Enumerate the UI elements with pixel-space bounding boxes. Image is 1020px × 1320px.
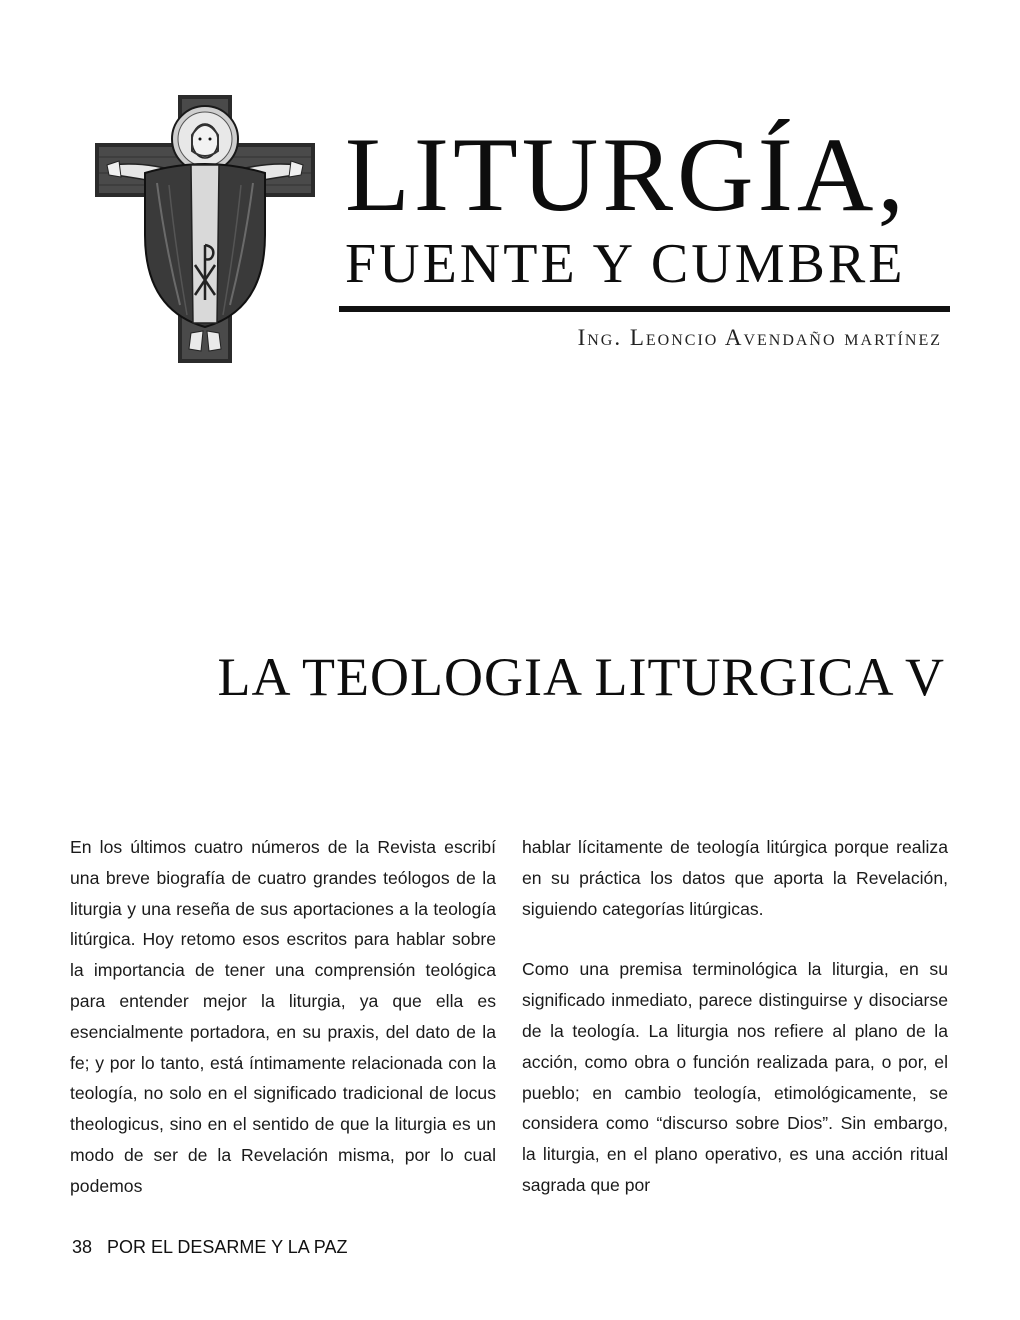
publication-name: POR EL DESARME Y LA PAZ xyxy=(107,1237,348,1257)
title-divider xyxy=(339,306,950,312)
body-paragraph: En los últimos cuatro números de la Revista escribí una breve biografía de cuatro grandes teólogos de la liturgia y una reseña de sus aportaciones a la teología litúrgica. Hoy retomo esos escritos para hablar sobre la importancia de tener una comprensión teológica para entender mejor la liturgia, ya que ella es esencialmente portadora, en su praxis, del dato de la fe; y por lo tanto, está íntimamente relacionada con la teología, no solo en el significado tradicional de locus theologicus, sino en el sentido de que la liturgia es un modo de ser de la Revelación misma, por lo cual podemos xyxy=(70,837,496,1196)
body-paragraph: Como una premisa terminológica la liturgia, en su significado inmediato, parece distinguirse y disociarse de la teología. La liturgia nos refiere al plano de la acción, como obra o función realizada para, o por, el pueblo; en cambio teología, etimológicamente, se considera como “discurso sobre Dios”. Sin embargo, la liturgia, en el plano operativo, es una acción ritual sagrada que por xyxy=(522,959,948,1195)
page-number: 38 xyxy=(72,1237,93,1257)
page-title: LITURGÍA, xyxy=(345,116,908,233)
body-column-left xyxy=(70,832,496,1202)
page-subtitle: FUENTE Y CUMBRE xyxy=(345,233,906,295)
body-column-right xyxy=(522,832,948,1201)
author-name: Ing. Leoncio Avendaño martínez xyxy=(577,325,942,350)
section-title: LA TEOLOGIA LITURGICA V xyxy=(217,647,945,707)
crucifix-image xyxy=(95,95,315,363)
body-paragraph: hablar lícitamente de teología litúrgica porque realiza en su práctica los datos que aporta la Revelación, siguiendo categorías litúrgicas. xyxy=(522,837,948,919)
page-footer xyxy=(72,1237,347,1258)
